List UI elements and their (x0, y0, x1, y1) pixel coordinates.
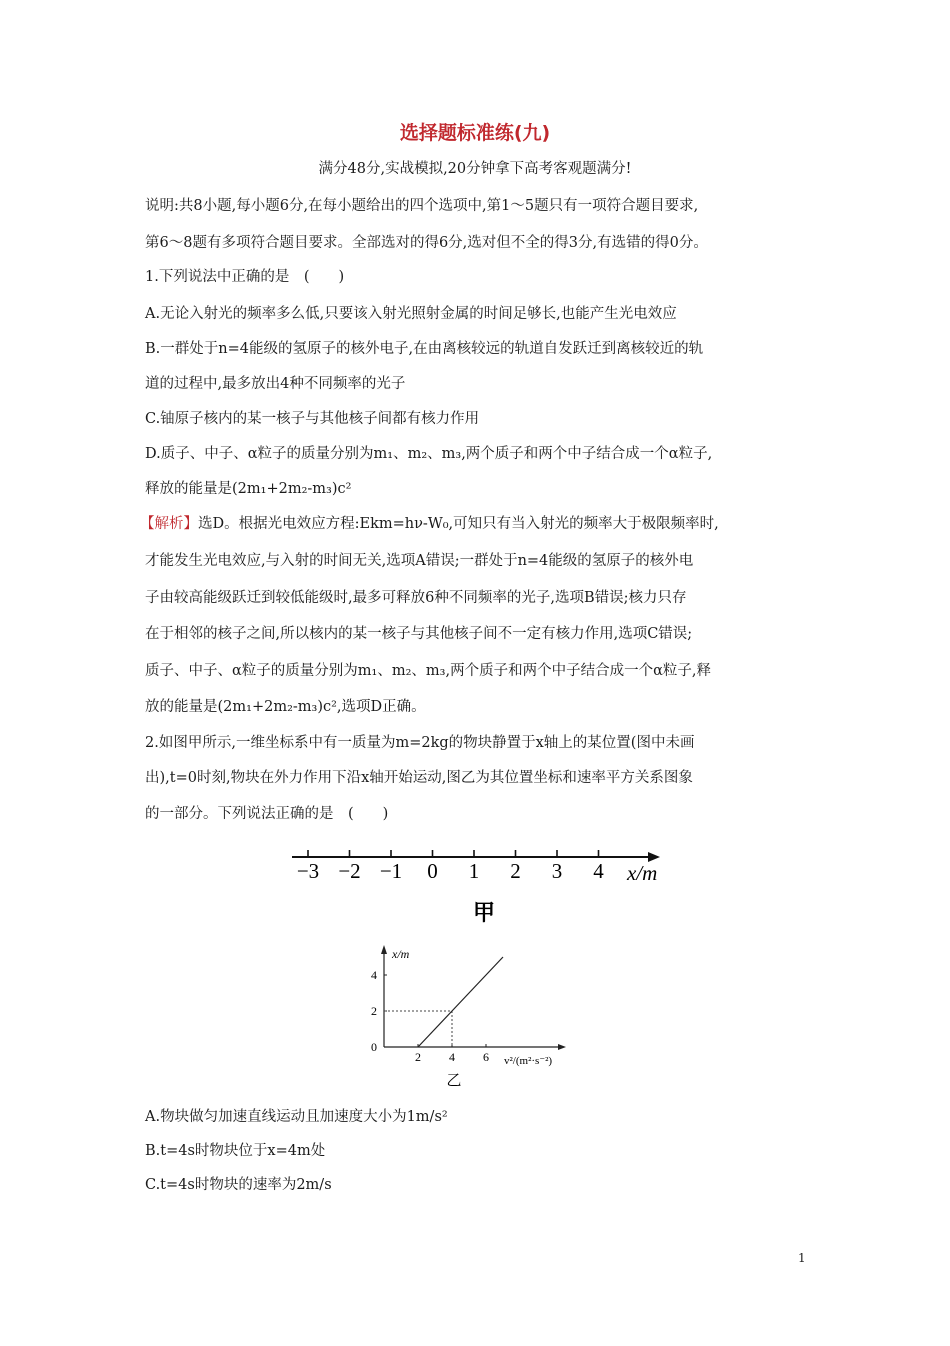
q1-analysis-line-6: 放的能量是(2m₁+2m₂-m₃)c²,选项D正确。 (145, 699, 426, 715)
number-line-tick-label: −1 (379, 859, 403, 883)
q2-option-a: A.物块做匀加速直线运动且加速度大小为1m/s² (145, 1109, 448, 1125)
q2-option-b: B.t=4s时物块位于x=4m处 (145, 1143, 326, 1159)
page-number: 1 (798, 1251, 806, 1265)
intro-line-1: 说明:共8小题,每小题6分,在每小题给出的四个选项中,第1～5题只有一项符合题目要求, (145, 198, 699, 214)
page-title: 选择题标准练(九) (399, 122, 551, 144)
q1-option-d-line-2: 释放的能量是(2m₁+2m₂-m₃)c² (145, 481, 352, 497)
graph-y-tick-label: 0 (371, 1040, 377, 1054)
number-line-tick-label: 3 (551, 859, 563, 883)
q2-stem-line-2: 出),t=0时刻,物块在外力作用下沿x轴开始运动,图乙为其位置坐标和速率平方关系图象 (145, 770, 693, 786)
graph-y-tick-label: 2 (371, 1004, 377, 1018)
number-line-tick-label: 0 (427, 859, 438, 883)
graph-x-tick-label: 2 (415, 1050, 421, 1064)
number-line-tick-label: 1 (468, 859, 480, 883)
number-line-tick-label: 2 (510, 859, 521, 883)
q1-analysis-line-2: 才能发生光电效应,与入射的时间无关,选项A错误;一群处于n=4能级的氢原子的核外电 (145, 553, 694, 569)
q1-analysis-line-1 (140, 514, 800, 534)
figure-yi-graph (340, 940, 600, 1090)
q1-stem: 1.下列说法中正确的是 ( ) (145, 269, 345, 285)
graph-x-axis-label: v²/(m²·s⁻²) (504, 1055, 553, 1067)
graph-x-tick-label: 6 (483, 1050, 489, 1064)
graph-x-tick-label: 4 (449, 1050, 455, 1064)
q1-analysis-line-4: 在于相邻的核子之间,所以核内的某一核子与其他核子间不一定有核力作用,选项C错误; (145, 626, 693, 642)
graph-y-tick-label: 4 (371, 968, 377, 982)
q1-option-b-line-1: B.一群处于n=4能级的氢原子的核外电子,在由离核较远的轨道自发跃迁到离核较近的轨 (145, 341, 704, 357)
number-line-tick-label: 4 (593, 859, 604, 883)
number-line-axis-label: x/m (627, 861, 658, 885)
q2-option-c: C.t=4s时物块的速率为2m/s (145, 1177, 332, 1193)
graph-x-axis-arrow-icon (558, 1044, 566, 1050)
q1-analysis-line-5: 质子、中子、α粒子的质量分别为m₁、m₂、m₃,两个质子和两个中子结合成一个α粒子,释 (145, 663, 711, 679)
figure-jia-caption: 甲 (472, 900, 496, 925)
intro-line-2: 第6～8题有多项符合题目要求。全部选对的得6分,选对但不全的得3分,有选错的得0分。 (145, 235, 708, 251)
subtitle: 满分48分,实战模拟,20分钟拿下高考客观题满分! (318, 161, 632, 177)
q2-stem-line-1: 2.如图甲所示,一维坐标系中有一质量为m=2kg的物块静置于x轴上的某位置(图中未画 (145, 735, 695, 751)
graph-series-line (418, 957, 503, 1047)
q1-option-a: A.无论入射光的频率多么低,只要该入射光照射金属的时间足够长,也能产生光电效应 (145, 306, 677, 322)
analysis-tag: 【解析】 (140, 516, 198, 532)
number-line-tick-label: −3 (296, 859, 320, 883)
q1-option-b-line-2: 道的过程中,最多放出4种不同频率的光子 (145, 376, 406, 392)
q1-option-c: C.铀原子核内的某一核子与其他核子间都有核力作用 (145, 411, 480, 427)
number-line-tick-label: −2 (338, 859, 361, 883)
graph-y-axis-label: x/m (392, 947, 410, 961)
q1-analysis-line-3: 子由较高能级跃迁到较低能级时,最多可释放6种不同频率的光子,选项B错误;核力只存 (145, 590, 687, 606)
q1-option-d-line-1: D.质子、中子、α粒子的质量分别为m₁、m₂、m₃,两个质子和两个中子结合成一个α粒子, (145, 446, 713, 462)
graph-y-axis-arrow-icon (381, 945, 387, 954)
figure-jia-number-line (280, 840, 680, 930)
analysis-text: 选D。根据光电效应方程:Ekm=hν-W₀,可知只有当入射光的频率大于极限频率时, (198, 516, 719, 532)
q2-stem-line-3: 的一部分。下列说法正确的是 ( ) (145, 806, 389, 822)
graph-caption: 乙 (446, 1073, 462, 1089)
